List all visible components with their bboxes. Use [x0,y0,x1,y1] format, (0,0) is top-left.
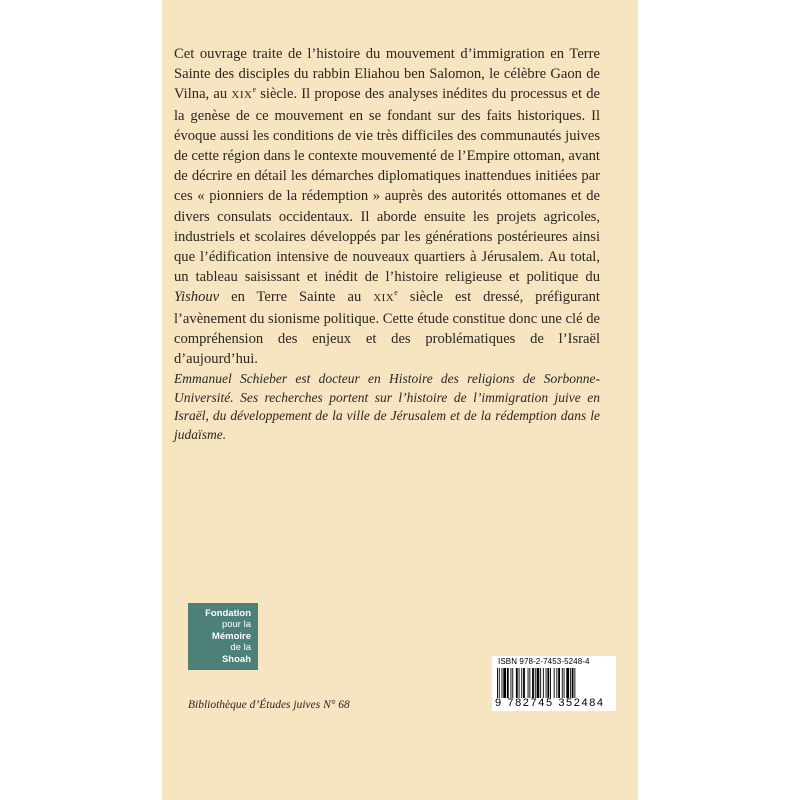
book-summary [174,44,600,369]
logo-line: Mémoire [211,630,251,642]
yishouv-term: Yishouv [174,289,220,306]
barcode-bar [540,668,541,698]
barcode-digits: 9 782745 352484 [495,697,605,709]
barcode-bar [556,668,557,698]
century-numeral: XIX [231,89,253,102]
barcode-bar [532,668,534,698]
barcode-bar [503,668,506,698]
barcode-bar [516,668,518,698]
summary-text-2: siècle. Il propose des analyses inédites du processus et de la genèse de ce mouvement en se fondant sur des faits historiques. Il évoque aussi les conditions de vie très difficiles des communautés juives de cette région dans le contexte mouvementé de l’Empire ottoman, avant de décrire en détail les démarches diplomatiques inattendues initiées par ces « pionniers de la rédemption » auprès des autorités ottomanes et de divers consulats occidentaux. Il aborde ensuite les projets agricoles, industriels et scolaires développés par les générations postérieures ainsi que l’édification intensive de nouveaux quartiers à Jérusalem. Au total, un tableau saisissant et inédit de l’histoire religieuse et politique du [174,86,601,286]
isbn-label: ISBN 978-2-7453-5248-4 [498,657,590,666]
barcode-bar [543,668,544,698]
barcode-bar [507,668,509,698]
barcode-bar [523,668,525,698]
barcode-bar [502,668,503,698]
barcode-bar [499,668,500,698]
book-back-cover [162,0,638,800]
barcode-bar [547,668,549,698]
barcode-panel [492,656,616,711]
barcode-bar [554,668,555,698]
barcode-bar [535,668,536,698]
barcode-bar [566,668,569,698]
barcode-icon [496,668,612,698]
series-title: Bibliothèque d’Études juives N° 68 [188,699,350,711]
barcode-bar [550,668,551,698]
publisher-logo [188,603,258,670]
century-numeral: XIX [373,292,395,305]
summary-text-4: siècle est dressé, préfigurant l’avènement du sionisme politique. Cette étude constitue donc une clé de compréhension des enjeux et des problématiques de l’Israël d’aujourd’hui. [174,289,600,368]
barcode-bar [511,668,512,698]
barcode-bar [574,668,575,698]
barcode-bar [570,668,571,698]
barcode-bar [537,668,540,698]
barcode-bar [521,668,522,698]
barcode-bar [558,668,560,698]
barcode-bar [564,668,565,698]
century-superscript: e [394,288,398,298]
century-superscript: e [252,85,257,95]
barcode-bar [529,668,530,698]
logo-line: pour la [221,619,251,631]
summary-text-1: Cet ouvrage traite de l’histoire du mouvement d’immigration en Terre Sainte des disciples du rabbin Eliahou ben Salomon, le célèbre Gaon de Vilna, au [174,46,600,103]
logo-line: Fondation [205,608,251,619]
barcode-bar [519,668,520,698]
barcode-bar [546,668,547,698]
barcode-bar [497,668,498,698]
barcode-bar [572,668,574,698]
logo-line: Shoah [221,653,251,665]
barcode-bar [528,668,529,698]
author-biography: Emmanuel Schieber est docteur en Histoire des religions de Sorbonne-Université. Ses recherches portent sur l’histoire de l’immigration juive en Israël, du développement de la ville de Jérusalem et de la rédemption dans le judaïsme. [174,371,600,442]
summary-text-3: en Terre Sainte au [219,289,374,306]
logo-line: de la [230,642,251,654]
barcode-bar [512,668,513,698]
barcode-bar [562,668,563,698]
